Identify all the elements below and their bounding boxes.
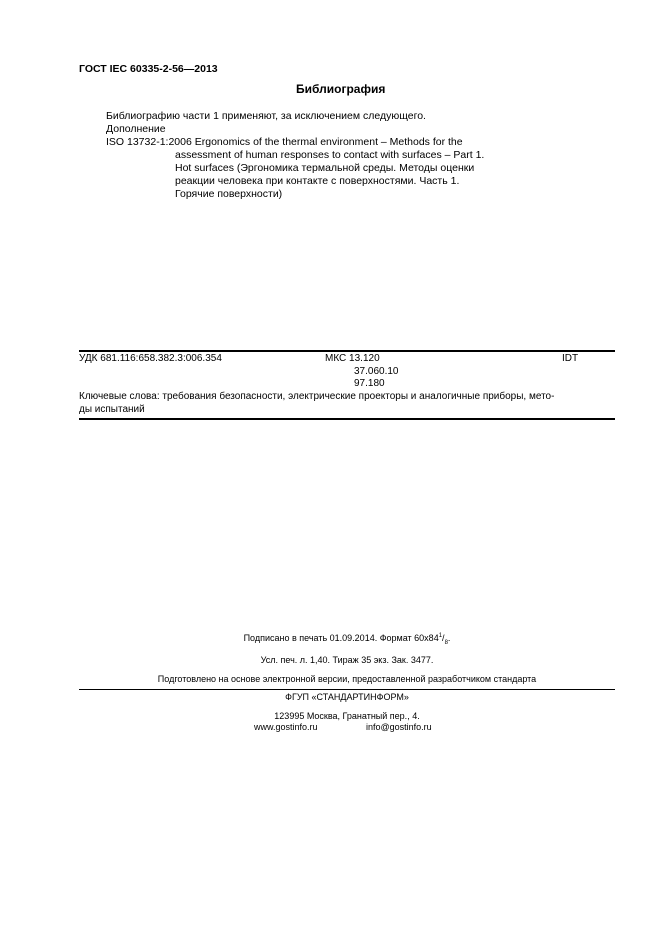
classification-top-rule: [79, 350, 615, 352]
signed-info: Подписано в печать 01.09.2014. Формат $60х84^1/_8$.: [243, 633, 451, 646]
bibliography-entry-line: assessment of human responses to contact with surfaces – Part 1.: [175, 149, 485, 161]
mks-codes: [325, 353, 399, 391]
mks-code: 37.060.10: [354, 365, 399, 377]
bibliography-intro: Библиографию части 1 применяют, за исключением следующего.: [106, 110, 426, 122]
publisher-address: 123995 Москва, Гранатный пер., 4.: [274, 711, 420, 721]
bibliography-addition: Дополнение: [106, 123, 166, 135]
email-link[interactable]: info@gostinfo.ru: [366, 722, 432, 732]
print-info: Усл. печ. л. 1,40. Тираж 35 экз. Зак. 3477.: [260, 655, 434, 665]
mks-code: 97.180: [354, 378, 385, 389]
keywords-line: Ключевые слова: требования безопасности, электрические проекторы и аналогичные приборы, мето-: [79, 391, 555, 402]
bibliography-entry-line: Hot surfaces (Эргономика термальной среды. Методы оценки: [175, 162, 475, 174]
publisher-name: ФГУП «СТАНДАРТИНФОРМ»: [285, 692, 409, 702]
udk-code: УДК 681.116:658.382.3:006.354: [79, 353, 222, 364]
classification-bottom-rule: [79, 418, 615, 420]
bibliography-entry-line: Горячие поверхности): [175, 188, 283, 200]
website-link[interactable]: www.gostinfo.ru: [254, 722, 318, 732]
document-code: ГОСТ IEC 60335-2-56—2013: [79, 63, 218, 75]
imprint-rule: [79, 689, 615, 690]
prepared-note: Подготовлено на основе электронной версии, предоставленной разработчиком стандарта: [157, 674, 537, 684]
keywords-line: ды испытаний: [79, 404, 145, 415]
bibliography-heading: Библиография: [296, 82, 386, 96]
idt-mark: IDT: [562, 353, 579, 364]
bibliography-entry-line: реакции человека при контакте с поверхностями. Часть 1.: [175, 175, 460, 187]
bibliography-entry-line: ISO 13732-1:2006 Ergonomics of the thermal environment – Methods for the: [106, 136, 463, 148]
mks-code: МКС 13.120: [325, 353, 380, 364]
